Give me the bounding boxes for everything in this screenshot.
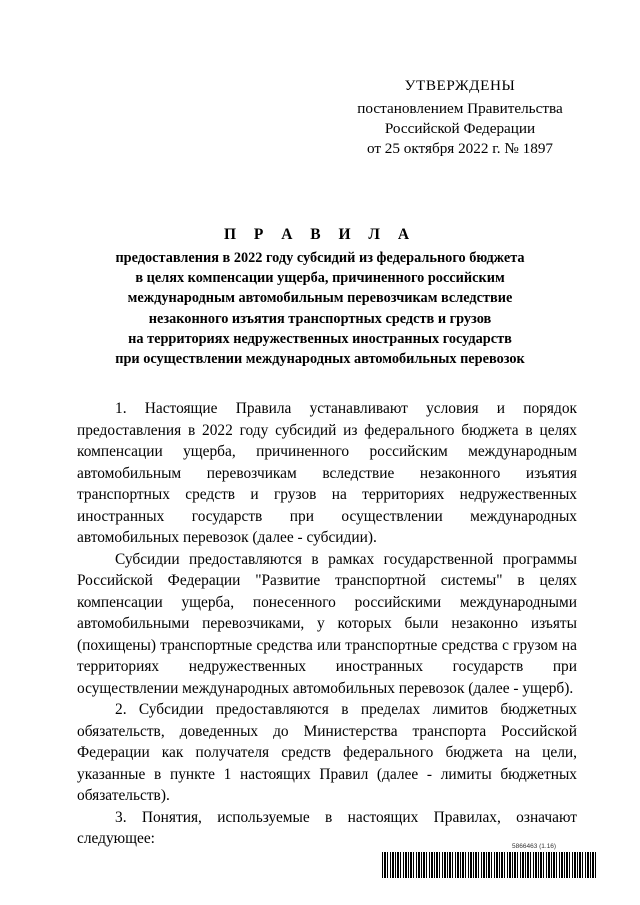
approval-line-government: Российской Федерации: [384, 120, 536, 137]
document-subtitle: [80, 248, 560, 369]
subtitle-line: в целях компенсации ущерба, причиненного российским: [135, 270, 505, 287]
barcode: [382, 852, 598, 878]
approval-block: [330, 76, 590, 159]
document-body: [77, 398, 577, 850]
approval-line-decree: постановлением Правительства: [357, 100, 563, 117]
subtitle-line: предоставления в 2022 году субсидий из федерального бюджета: [115, 250, 525, 266]
paragraph-3: 3. Понятия, используемые в настоящих Правилах, означают следующее:: [77, 808, 577, 847]
document-title: П Р А В И Л А: [223, 226, 417, 243]
subtitle-line: незаконного изъятия транспортных средств и грузов: [148, 310, 492, 327]
document-code: 5866463 (1.16): [512, 843, 557, 850]
subtitle-line: международным автомобильным перевозчикам вследствие: [127, 290, 513, 307]
paragraph-1-continued: Субсидии предоставляются в рамках государственной программы Российской Федерации "Развитие транспортной системы" в целях компенсации ущерба, понесенного российскими международными автомобильными перевозчиками, у которых были незаконно изъяты (похищены) транспортные средства или транспортные средства с грузом на территориях недружественных иностранных государств при осуществлении международных автомобильных перевозок (далее - ущерб).: [77, 550, 577, 697]
approval-line-date: от 25 октября 2022 г. № 1897: [366, 140, 554, 157]
approval-heading: УТВЕРЖДЕНЫ: [404, 77, 516, 94]
subtitle-line: при осуществлении международных автомобильных перевозок: [115, 351, 525, 368]
paragraph-2: 2. Субсидии предоставляются в пределах лимитов бюджетных обязательств, доведенных до Министерства транспорта Российской Федерации как получателя средств федерального бюджета на цели, указанные в пункте 1 настоящих Правил (далее - лимиты бюджетных обязательств).: [77, 701, 577, 804]
subtitle-line: на территориях недружественных иностранных государств: [128, 330, 512, 347]
paragraph-1: 1. Настоящие Правила устанавливают условия и порядок предоставления в 2022 году субсидий из федерального бюджета в целях компенсации ущерба, причиненного российским международным автомобильным перевозчикам вследствие незаконного изъятия транспортных средств и грузов на территориях недружественных иностранных государств при осуществлении международных автомобильных перевозок (далее - субсидии).: [77, 400, 577, 546]
